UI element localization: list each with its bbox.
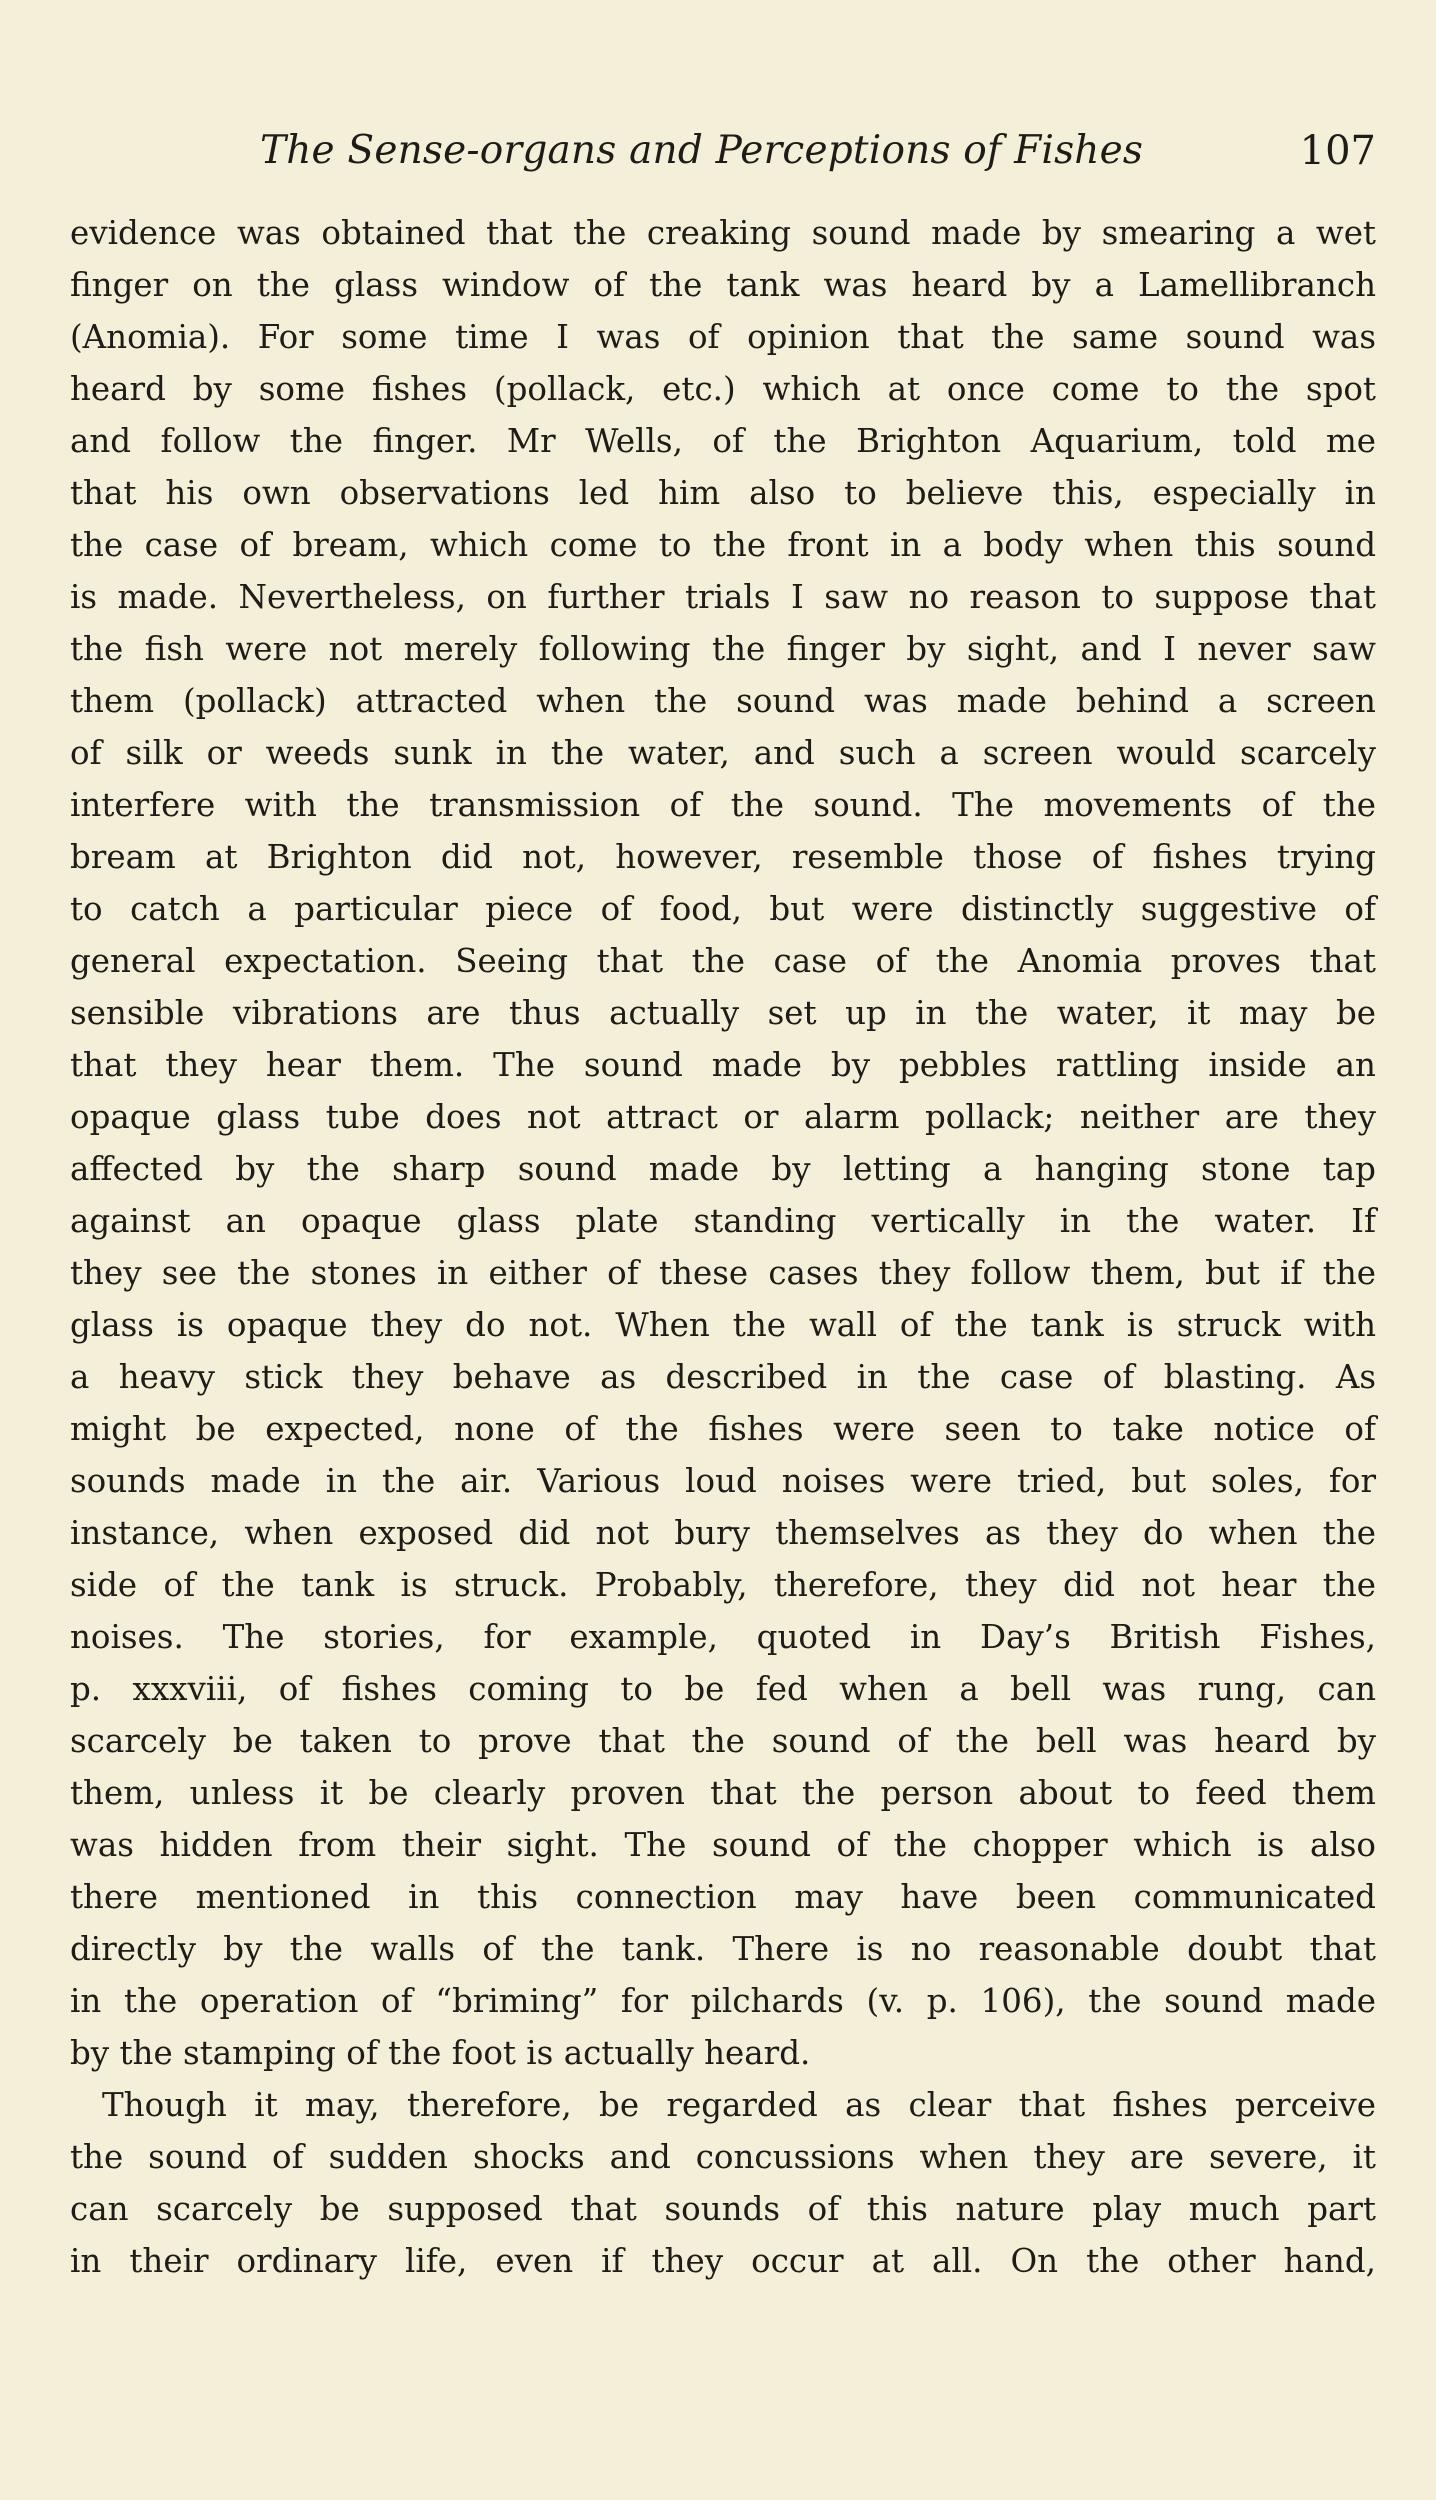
text-line: glass is opaque they do not. When the wall of the tank is struck with (70, 1306, 1376, 1344)
text-line: a heavy stick they behave as described in the case of blasting. As (70, 1358, 1376, 1396)
text-line: by the stamping of the foot is actually heard. (70, 2034, 811, 2072)
text-line: the sound of sudden shocks and concussions when they are severe, it (70, 2138, 1376, 2176)
text-line: affected by the sharp sound made by letting a hanging stone tap (70, 1150, 1376, 1188)
text-line: sounds made in the air. Various loud noises were tried, but soles, for (70, 1462, 1376, 1500)
text-line: bream at Brighton did not, however, resemble those of fishes trying (70, 838, 1376, 876)
text-line: noises. The stories, for example, quoted in Day’s British Fishes, (70, 1618, 1376, 1656)
text-line: there mentioned in this connection may have been communicated (70, 1878, 1376, 1916)
text-line: might be expected, none of the fishes were seen to take notice of (70, 1410, 1376, 1448)
text-line: them (pollack) attracted when the sound was made behind a screen (70, 682, 1376, 720)
text-line: evidence was obtained that the creaking sound made by smearing a wet (70, 214, 1376, 252)
text-line: general expectation. Seeing that the case of the Anomia proves that (70, 942, 1376, 980)
text-line: that his own observations led him also to believe this, especially in (70, 474, 1376, 512)
text-line: in the operation of “briming” for pilchards (v. p. 106), the sound made (70, 1982, 1376, 2020)
running-head: The Sense-organs and Perceptions of Fishes (260, 128, 1144, 173)
text-line: p. xxxviii, of fishes coming to be fed when a bell was rung, can (70, 1670, 1376, 1708)
text-line: heard by some fishes (pollack, etc.) which at once come to the spot (70, 370, 1376, 408)
text-line: can scarcely be supposed that sounds of this nature play much part (70, 2190, 1376, 2228)
text-line: of silk or weeds sunk in the water, and such a screen would scarcely (70, 734, 1376, 772)
text-line: sensible vibrations are thus actually set up in the water, it may be (70, 994, 1376, 1032)
text-line: side of the tank is struck. Probably, therefore, they did not hear the (70, 1566, 1376, 1604)
text-line: them, unless it be clearly proven that the person about to feed them (70, 1774, 1376, 1812)
text-line: in their ordinary life, even if they occur at all. On the other hand, (70, 2242, 1376, 2280)
text-line: Though it may, therefore, be regarded as clear that fishes perceive (102, 2086, 1376, 2124)
text-line: is made. Nevertheless, on further trials I saw no reason to suppose that (70, 578, 1376, 616)
text-line: the fish were not merely following the finger by sight, and I never saw (70, 630, 1376, 668)
text-line: they see the stones in either of these cases they follow them, but if the (70, 1254, 1376, 1292)
text-line: and follow the finger. Mr Wells, of the Brighton Aquarium, told me (70, 422, 1376, 460)
page-header (70, 128, 1376, 188)
body-text (70, 207, 1376, 2287)
text-line: that they hear them. The sound made by pebbles rattling inside an (70, 1046, 1376, 1084)
text-line: to catch a particular piece of food, but were distinctly suggestive of (70, 890, 1376, 928)
text-line: opaque glass tube does not attract or alarm pollack; neither are they (70, 1098, 1376, 1136)
text-line: interfere with the transmission of the sound. The movements of the (70, 786, 1376, 824)
text-line: was hidden from their sight. The sound of the chopper which is also (70, 1826, 1376, 1864)
text-line: against an opaque glass plate standing vertically in the water. If (70, 1202, 1376, 1240)
text-line: directly by the walls of the tank. There is no reasonable doubt that (70, 1930, 1376, 1968)
text-line: (Anomia). For some time I was of opinion that the same sound was (70, 318, 1376, 356)
text-line: the case of bream, which come to the front in a body when this sound (70, 526, 1376, 564)
text-line: finger on the glass window of the tank was heard by a Lamellibranch (70, 266, 1376, 304)
text-line: instance, when exposed did not bury themselves as they do when the (70, 1514, 1376, 1552)
page-number: 107 (1299, 128, 1376, 174)
text-line: scarcely be taken to prove that the sound of the bell was heard by (70, 1722, 1376, 1760)
